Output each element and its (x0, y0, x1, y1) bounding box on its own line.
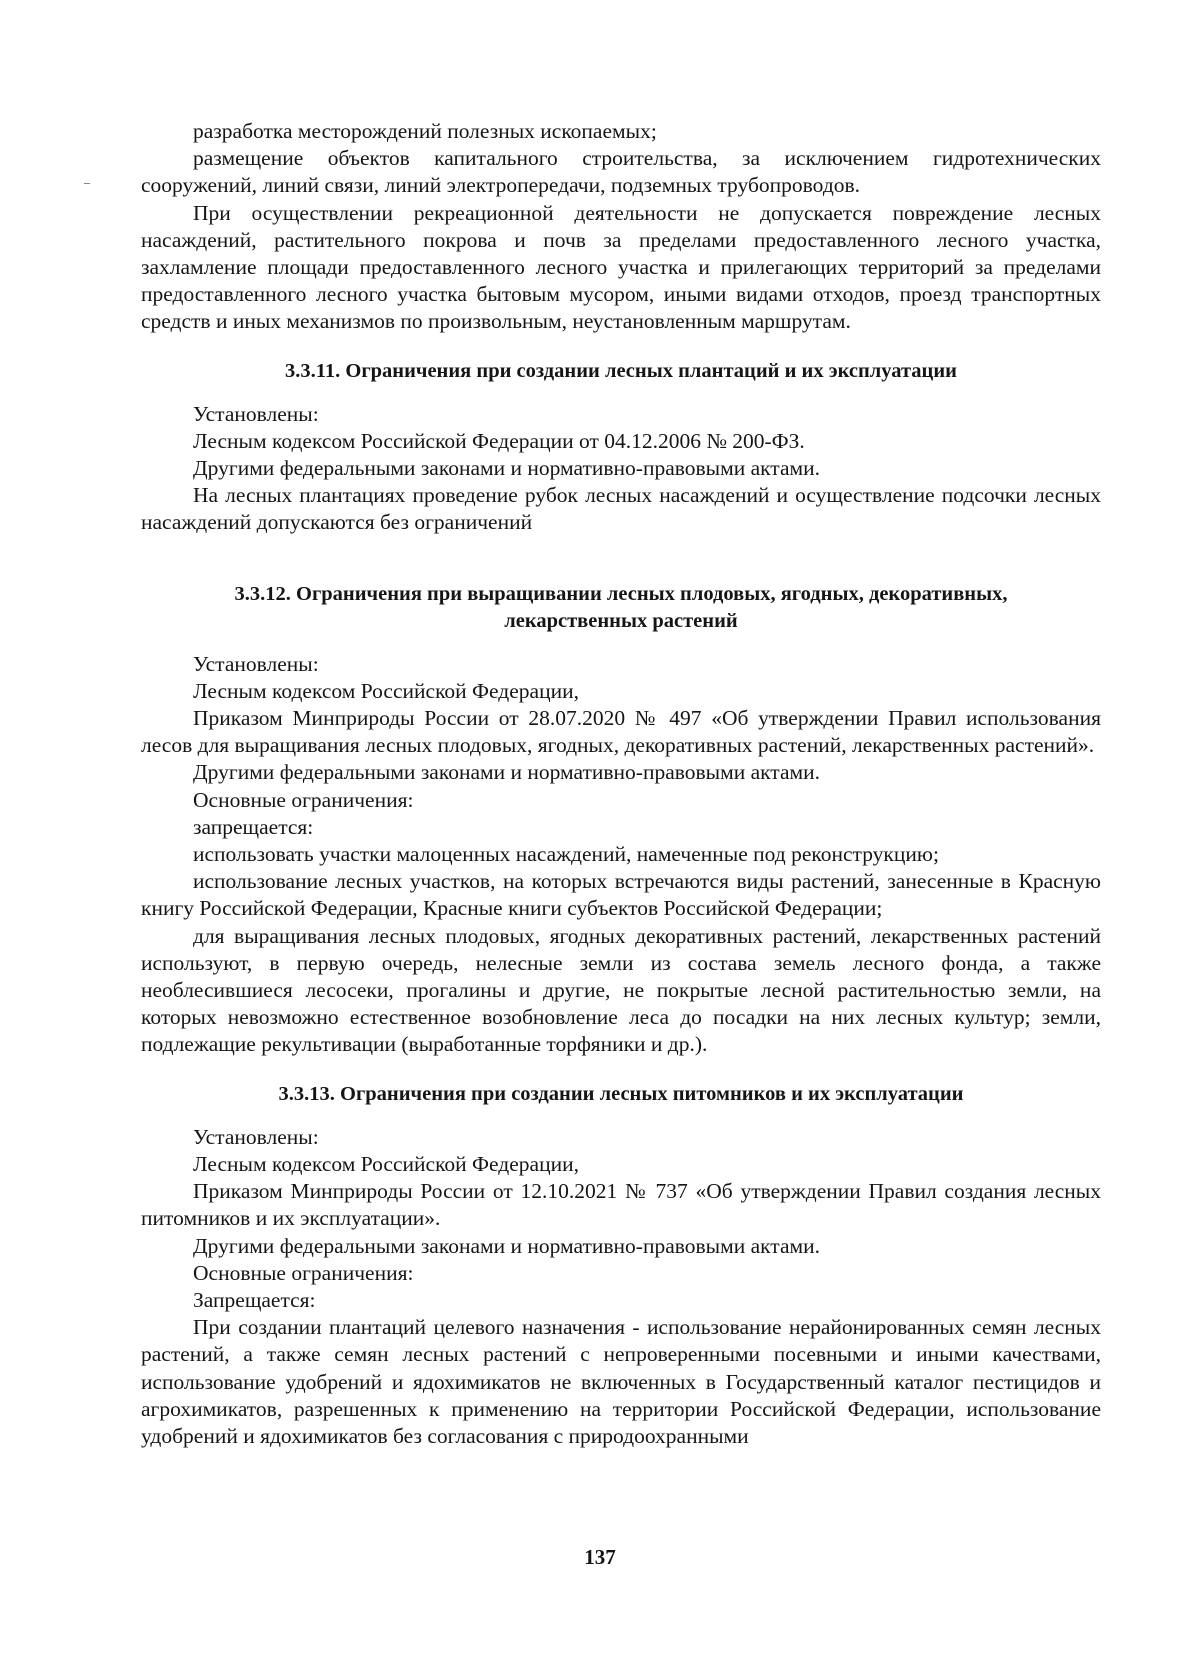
page-number: 137 (584, 1545, 616, 1569)
paragraph: На лесных плантациях проведение рубок лесных насаждений и осуществление подсочки лесных насаждений допускаются без ограничений (141, 483, 1101, 535)
paragraph: Установлены: (193, 1124, 319, 1149)
paragraph: Основные ограничения: (193, 1260, 414, 1285)
paragraph: Запрещается: (193, 1287, 316, 1312)
paragraph: Приказом Минприроды России от 28.07.2020 № 497 «Об утверждении Правил использования лесов для выращивания лесных плодовых, ягодных, декоративных растений, лекарственных растений». (141, 706, 1101, 758)
paragraph: Приказом Минприроды России от 12.10.2021 № 737 «Об утверждении Правил создания лесных питомников и их эксплуатации». (141, 1179, 1101, 1231)
paragraph: Лесным кодексом Российской Федерации, (193, 1151, 579, 1176)
paragraph: При создании плантаций целевого назначения - использование нерайонированных семян лесных растений, а также семян лесных растений с непроверенными посевными и иными качествами, использование удобрений и ядохимикатов не включенных в Государственный каталог пестицидов и агрохимикатов, разрешенных к применению на территории Российской Федерации, использование удобрений и ядохимикатов без согласования с природоохранными (141, 1315, 1101, 1448)
section-heading-3-3-12-line1: 3.3.12. Ограничения при выращивании лесных плодовых, ягодных, декоративных, (234, 582, 1008, 605)
paragraph: Основные ограничения: (193, 787, 414, 812)
paragraph: Другими федеральными законами и нормативно-правовыми актами. (193, 456, 820, 481)
paragraph: использование лесных участков, на которых встречаются виды растений, занесенные в Красную книгу Российской Федерации, Красные книги субъектов Российской Федерации; (141, 869, 1101, 921)
paragraph: размещение объектов капитального строительства, за исключением гидротехнических сооружений, линий связи, линий электропередачи, подземных трубопроводов. (141, 146, 1101, 198)
section-heading-3-3-12-line2: лекарственных растений (504, 609, 738, 632)
paragraph: Лесным кодексом Российской Федерации от 04.12.2006 № 200-ФЗ. (193, 428, 805, 453)
section-heading-3-3-11: 3.3.11. Ограничения при создании лесных плантаций и их эксплуатации (285, 359, 957, 382)
paragraph: Другими федеральными законами и нормативно-правовыми актами. (193, 760, 820, 785)
paragraph: Установлены: (193, 401, 319, 426)
paragraph: При осуществлении рекреационной деятельности не допускается повреждение лесных насаждений, растительного покрова и почв за пределами предоставленного лесного участка, захламление площади предоставленного лесного участка и прилегающих территорий за пределами предоставленного лесного участка бытовым мусором, иными видами отходов, проезд транспортных средств и иных механизмов по произвольным, неустановленным маршрутам. (141, 200, 1101, 334)
page-body (141, 118, 1101, 1450)
paragraph: запрещается: (193, 814, 314, 839)
section-heading-3-3-13: 3.3.13. Ограничения при создании лесных питомников и их эксплуатации (278, 1082, 964, 1105)
scan-artifact (84, 183, 90, 184)
paragraph: разработка месторождений полезных ископаемых; (193, 119, 657, 143)
paragraph: Лесным кодексом Российской Федерации, (193, 678, 579, 703)
paragraph: использовать участки малоценных насаждений, намеченные под реконструкцию; (193, 842, 939, 867)
paragraph: Другими федеральными законами и нормативно-правовыми актами. (193, 1233, 820, 1258)
paragraph: Установлены: (193, 651, 319, 676)
paragraph: для выращивания лесных плодовых, ягодных декоративных растений, лекарственных растений используют, в первую очередь, нелесные земли из состава земель лесного фонда, а также необлесившиеся лесосеки, прогалины и другие, не покрытые лесной растительностью земли, на которых невозможно естественное возобновление леса до посадки на них лесных культур; земли, подлежащие рекультивации (выработанные торфяники и др.). (141, 923, 1101, 1057)
